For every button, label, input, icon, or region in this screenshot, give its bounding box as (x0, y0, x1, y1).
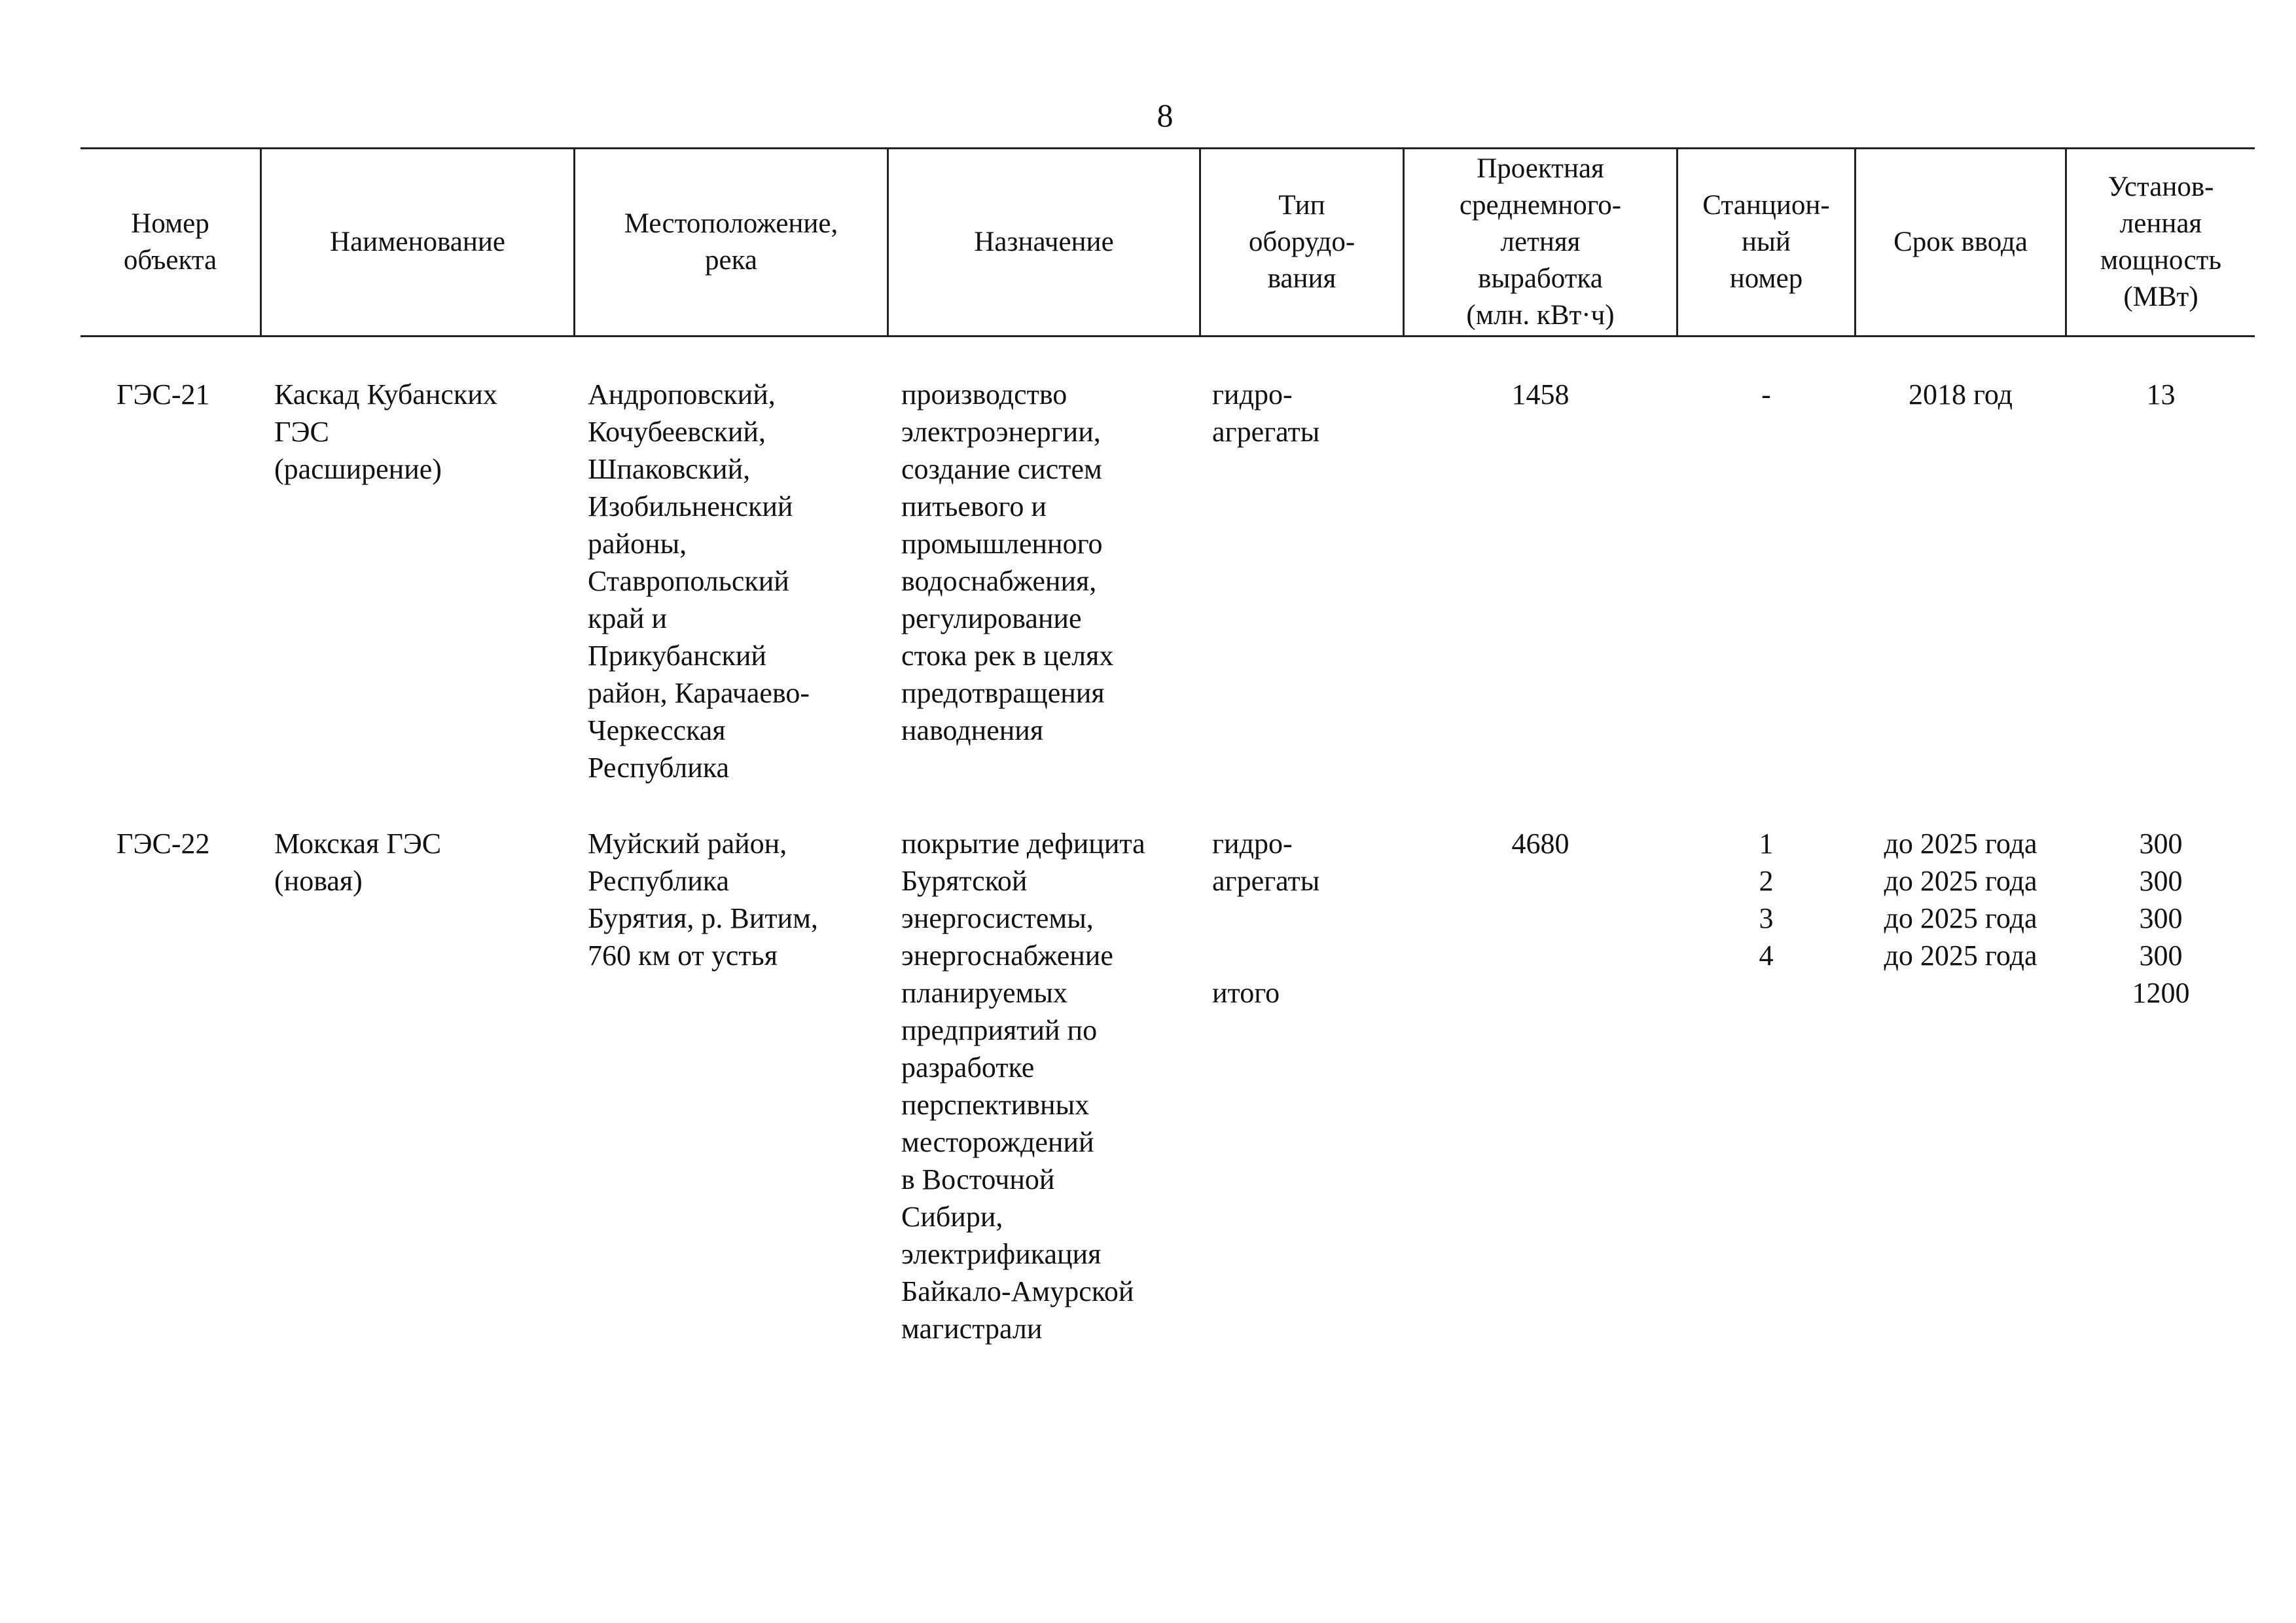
row-station: - (1761, 378, 1771, 410)
header-purpose: Назначение (974, 227, 1114, 257)
total-label: итого (1212, 977, 1280, 1009)
row-date: до 2025 года до 2025 года до 2025 года до 2025 года (1884, 828, 2037, 972)
row-location: Андроповский, Кочубеевский, Шпаковский, Изобильненский районы, Ставропольский край и Прикубанский район, Карачаево- Черкесская Республика (588, 378, 810, 784)
row-name: Мокская ГЭС (новая) (274, 828, 442, 897)
row-equipment: гидро- агрегаты итого (1212, 825, 1319, 1012)
row-name: Каскад Кубанских ГЭС (расширение) (274, 378, 497, 485)
header-name: Наименование (330, 227, 505, 257)
row-equipment: гидро- агрегаты (1212, 378, 1320, 448)
header-capacity: Установ- ленная мощность (МВт) (2100, 172, 2221, 312)
page-number: 8 (1157, 97, 1174, 134)
header-station: Станцион- ный номер (1702, 190, 1830, 294)
row-number: ГЭС-21 (117, 378, 210, 410)
header-equipment: Тип оборудо- вания (1248, 190, 1355, 294)
row-purpose: производство электроэнергии, создание систем питьевого и промышленного водоснабжения, регулирование стока рек в целях предотвращения наводнения (901, 378, 1114, 746)
row-capacity: 300 300 300 300 1200 (2067, 825, 2255, 1012)
header-number: Номер объекта (123, 208, 217, 276)
header-date: Срок ввода (1893, 227, 2028, 257)
row-location: Муйский район, Республика Бурятия, р. Витим, 760 км от устья (588, 828, 818, 972)
row-date: 2018 год (1908, 378, 2013, 410)
header-location: Местоположение, река (624, 208, 838, 276)
header-output: Проектная среднемного- летняя выработка (млн. кВт·ч) (1459, 153, 1622, 331)
table-header-bottom-rule (81, 335, 2255, 337)
row-purpose: покрытие дефицита Бурятской энергосистемы, энергоснабжение планируемых предприятий по разработке перспективных месторождений в Восточной Сибири, электрификация Байкало-Амурской магистрали (901, 828, 1145, 1345)
row-capacity: 13 (2146, 378, 2176, 410)
row-station: 1 2 3 4 (1759, 828, 1774, 972)
total-value: 1200 (2132, 977, 2190, 1009)
row-number: ГЭС-22 (117, 828, 210, 860)
row-output: 1458 (1511, 378, 1570, 410)
row-output: 4680 (1511, 828, 1570, 860)
